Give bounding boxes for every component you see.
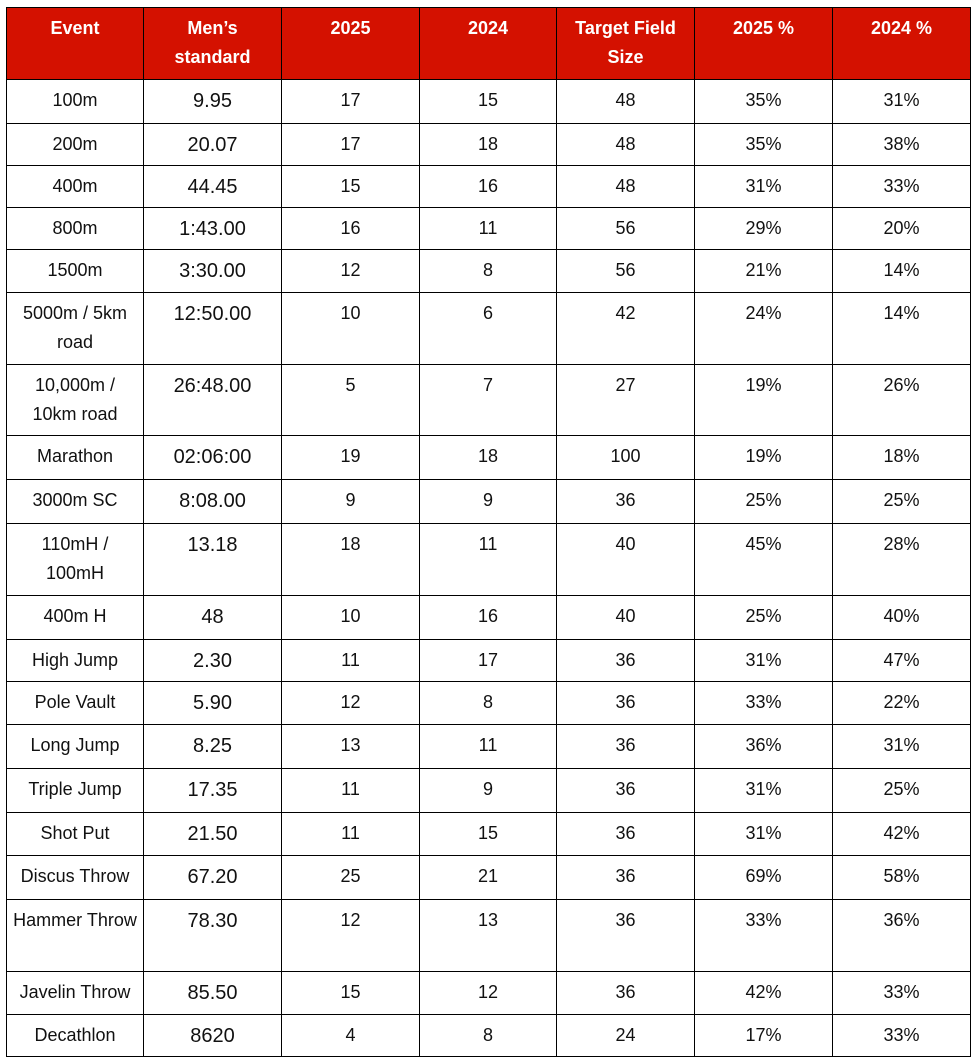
header-2024: 2024 <box>420 8 557 80</box>
table-row <box>7 124 971 166</box>
cell-mens-standard: 17.35 <box>144 769 282 813</box>
cell-event: Triple Jump <box>7 769 144 813</box>
cell-percent-2024: 47% <box>833 640 971 682</box>
table-row <box>7 725 971 769</box>
table-row <box>7 769 971 813</box>
cell-percent-2024: 31% <box>833 80 971 124</box>
cell-mens-standard: 8:08.00 <box>144 480 282 524</box>
cell-count-2024: 16 <box>420 166 557 208</box>
cell-percent-2025: 35% <box>695 80 833 124</box>
cell-event: 100m <box>7 80 144 124</box>
cell-target-field-size: 36 <box>557 480 695 524</box>
cell-event: Hammer Throw <box>7 900 144 972</box>
cell-count-2024: 18 <box>420 436 557 480</box>
cell-count-2024: 11 <box>420 524 557 596</box>
cell-percent-2024: 31% <box>833 725 971 769</box>
cell-event: 5000m / 5km road <box>7 293 144 365</box>
table-row <box>7 596 971 640</box>
cell-mens-standard: 8620 <box>144 1015 282 1057</box>
cell-count-2024: 16 <box>420 596 557 640</box>
cell-count-2025: 11 <box>282 813 420 856</box>
cell-event: Discus Throw <box>7 856 144 900</box>
cell-target-field-size: 36 <box>557 682 695 725</box>
cell-percent-2024: 25% <box>833 769 971 813</box>
header-target-field-size: Target Field Size <box>557 8 695 80</box>
cell-mens-standard: 13.18 <box>144 524 282 596</box>
cell-target-field-size: 40 <box>557 596 695 640</box>
cell-target-field-size: 100 <box>557 436 695 480</box>
table-row <box>7 972 971 1015</box>
header-event: Event <box>7 8 144 80</box>
table-row <box>7 250 971 293</box>
cell-count-2025: 9 <box>282 480 420 524</box>
cell-event: Pole Vault <box>7 682 144 725</box>
cell-event: Shot Put <box>7 813 144 856</box>
cell-count-2024: 6 <box>420 293 557 365</box>
cell-event: High Jump <box>7 640 144 682</box>
cell-mens-standard: 02:06:00 <box>144 436 282 480</box>
header-2025: 2025 <box>282 8 420 80</box>
cell-count-2024: 13 <box>420 900 557 972</box>
cell-percent-2025: 21% <box>695 250 833 293</box>
cell-percent-2025: 69% <box>695 856 833 900</box>
cell-event: 400m H <box>7 596 144 640</box>
cell-count-2024: 7 <box>420 365 557 436</box>
table-row <box>7 813 971 856</box>
cell-target-field-size: 48 <box>557 166 695 208</box>
cell-count-2024: 11 <box>420 208 557 250</box>
cell-count-2025: 5 <box>282 365 420 436</box>
cell-count-2025: 19 <box>282 436 420 480</box>
cell-percent-2024: 58% <box>833 856 971 900</box>
cell-event: 800m <box>7 208 144 250</box>
cell-count-2025: 12 <box>282 900 420 972</box>
cell-percent-2025: 31% <box>695 813 833 856</box>
cell-count-2025: 12 <box>282 250 420 293</box>
table-row <box>7 365 971 436</box>
cell-mens-standard: 85.50 <box>144 972 282 1015</box>
cell-target-field-size: 42 <box>557 293 695 365</box>
table-row <box>7 293 971 365</box>
cell-mens-standard: 3:30.00 <box>144 250 282 293</box>
cell-count-2025: 10 <box>282 293 420 365</box>
cell-percent-2024: 26% <box>833 365 971 436</box>
cell-percent-2025: 19% <box>695 436 833 480</box>
cell-event: Marathon <box>7 436 144 480</box>
cell-target-field-size: 36 <box>557 813 695 856</box>
cell-target-field-size: 56 <box>557 250 695 293</box>
cell-mens-standard: 2.30 <box>144 640 282 682</box>
cell-percent-2024: 33% <box>833 1015 971 1057</box>
cell-percent-2024: 25% <box>833 480 971 524</box>
cell-event: 110mH / 100mH <box>7 524 144 596</box>
cell-count-2024: 15 <box>420 80 557 124</box>
standards-table <box>6 7 971 1057</box>
cell-count-2025: 11 <box>282 640 420 682</box>
table-row <box>7 900 971 972</box>
cell-target-field-size: 27 <box>557 365 695 436</box>
cell-percent-2025: 19% <box>695 365 833 436</box>
table-row <box>7 640 971 682</box>
cell-count-2025: 16 <box>282 208 420 250</box>
cell-percent-2025: 35% <box>695 124 833 166</box>
table-row <box>7 480 971 524</box>
cell-percent-2025: 36% <box>695 725 833 769</box>
cell-percent-2024: 33% <box>833 972 971 1015</box>
cell-mens-standard: 1:43.00 <box>144 208 282 250</box>
cell-percent-2025: 33% <box>695 682 833 725</box>
cell-percent-2025: 31% <box>695 640 833 682</box>
cell-percent-2024: 14% <box>833 250 971 293</box>
cell-count-2025: 15 <box>282 166 420 208</box>
standards-table-container <box>6 7 971 1057</box>
cell-target-field-size: 24 <box>557 1015 695 1057</box>
cell-percent-2025: 31% <box>695 166 833 208</box>
cell-count-2025: 13 <box>282 725 420 769</box>
cell-target-field-size: 36 <box>557 856 695 900</box>
cell-mens-standard: 8.25 <box>144 725 282 769</box>
cell-percent-2025: 29% <box>695 208 833 250</box>
cell-count-2025: 15 <box>282 972 420 1015</box>
cell-count-2025: 17 <box>282 80 420 124</box>
cell-percent-2024: 22% <box>833 682 971 725</box>
cell-mens-standard: 12:50.00 <box>144 293 282 365</box>
cell-mens-standard: 78.30 <box>144 900 282 972</box>
table-body <box>7 80 971 1057</box>
header-2024-percent: 2024 % <box>833 8 971 80</box>
cell-percent-2024: 42% <box>833 813 971 856</box>
cell-percent-2024: 33% <box>833 166 971 208</box>
cell-target-field-size: 36 <box>557 640 695 682</box>
cell-percent-2024: 40% <box>833 596 971 640</box>
cell-percent-2024: 14% <box>833 293 971 365</box>
cell-event: 3000m SC <box>7 480 144 524</box>
cell-count-2025: 10 <box>282 596 420 640</box>
cell-count-2024: 17 <box>420 640 557 682</box>
cell-event: Long Jump <box>7 725 144 769</box>
cell-target-field-size: 36 <box>557 725 695 769</box>
header-2025-percent: 2025 % <box>695 8 833 80</box>
cell-percent-2025: 45% <box>695 524 833 596</box>
cell-percent-2025: 24% <box>695 293 833 365</box>
table-row <box>7 80 971 124</box>
cell-count-2025: 4 <box>282 1015 420 1057</box>
cell-mens-standard: 21.50 <box>144 813 282 856</box>
cell-percent-2025: 33% <box>695 900 833 972</box>
cell-mens-standard: 26:48.00 <box>144 365 282 436</box>
cell-target-field-size: 48 <box>557 124 695 166</box>
cell-event: Decathlon <box>7 1015 144 1057</box>
cell-target-field-size: 36 <box>557 900 695 972</box>
cell-percent-2024: 20% <box>833 208 971 250</box>
cell-event: 1500m <box>7 250 144 293</box>
cell-event: 10,000m / 10km road <box>7 365 144 436</box>
cell-target-field-size: 48 <box>557 80 695 124</box>
table-row <box>7 524 971 596</box>
table-row <box>7 856 971 900</box>
cell-event: 400m <box>7 166 144 208</box>
cell-count-2025: 25 <box>282 856 420 900</box>
table-row <box>7 682 971 725</box>
table-row <box>7 208 971 250</box>
cell-percent-2025: 25% <box>695 596 833 640</box>
cell-event: Javelin Throw <box>7 972 144 1015</box>
cell-target-field-size: 56 <box>557 208 695 250</box>
cell-mens-standard: 20.07 <box>144 124 282 166</box>
cell-count-2025: 17 <box>282 124 420 166</box>
cell-percent-2024: 18% <box>833 436 971 480</box>
cell-percent-2024: 38% <box>833 124 971 166</box>
cell-percent-2024: 36% <box>833 900 971 972</box>
cell-mens-standard: 9.95 <box>144 80 282 124</box>
table-row <box>7 1015 971 1057</box>
cell-mens-standard: 5.90 <box>144 682 282 725</box>
cell-count-2024: 11 <box>420 725 557 769</box>
cell-percent-2024: 28% <box>833 524 971 596</box>
cell-count-2025: 18 <box>282 524 420 596</box>
cell-target-field-size: 36 <box>557 769 695 813</box>
cell-target-field-size: 36 <box>557 972 695 1015</box>
cell-event: 200m <box>7 124 144 166</box>
cell-mens-standard: 48 <box>144 596 282 640</box>
cell-count-2024: 12 <box>420 972 557 1015</box>
cell-mens-standard: 67.20 <box>144 856 282 900</box>
cell-count-2024: 18 <box>420 124 557 166</box>
cell-count-2024: 8 <box>420 250 557 293</box>
cell-mens-standard: 44.45 <box>144 166 282 208</box>
cell-percent-2025: 31% <box>695 769 833 813</box>
cell-count-2024: 8 <box>420 1015 557 1057</box>
cell-percent-2025: 25% <box>695 480 833 524</box>
cell-count-2025: 11 <box>282 769 420 813</box>
cell-count-2024: 15 <box>420 813 557 856</box>
cell-count-2024: 21 <box>420 856 557 900</box>
table-row <box>7 166 971 208</box>
cell-target-field-size: 40 <box>557 524 695 596</box>
table-row <box>7 436 971 480</box>
cell-count-2024: 8 <box>420 682 557 725</box>
cell-count-2024: 9 <box>420 769 557 813</box>
cell-percent-2025: 17% <box>695 1015 833 1057</box>
cell-count-2024: 9 <box>420 480 557 524</box>
cell-count-2025: 12 <box>282 682 420 725</box>
header-mens-standard: Men’s standard <box>144 8 282 80</box>
header-row <box>7 8 971 80</box>
cell-percent-2025: 42% <box>695 972 833 1015</box>
